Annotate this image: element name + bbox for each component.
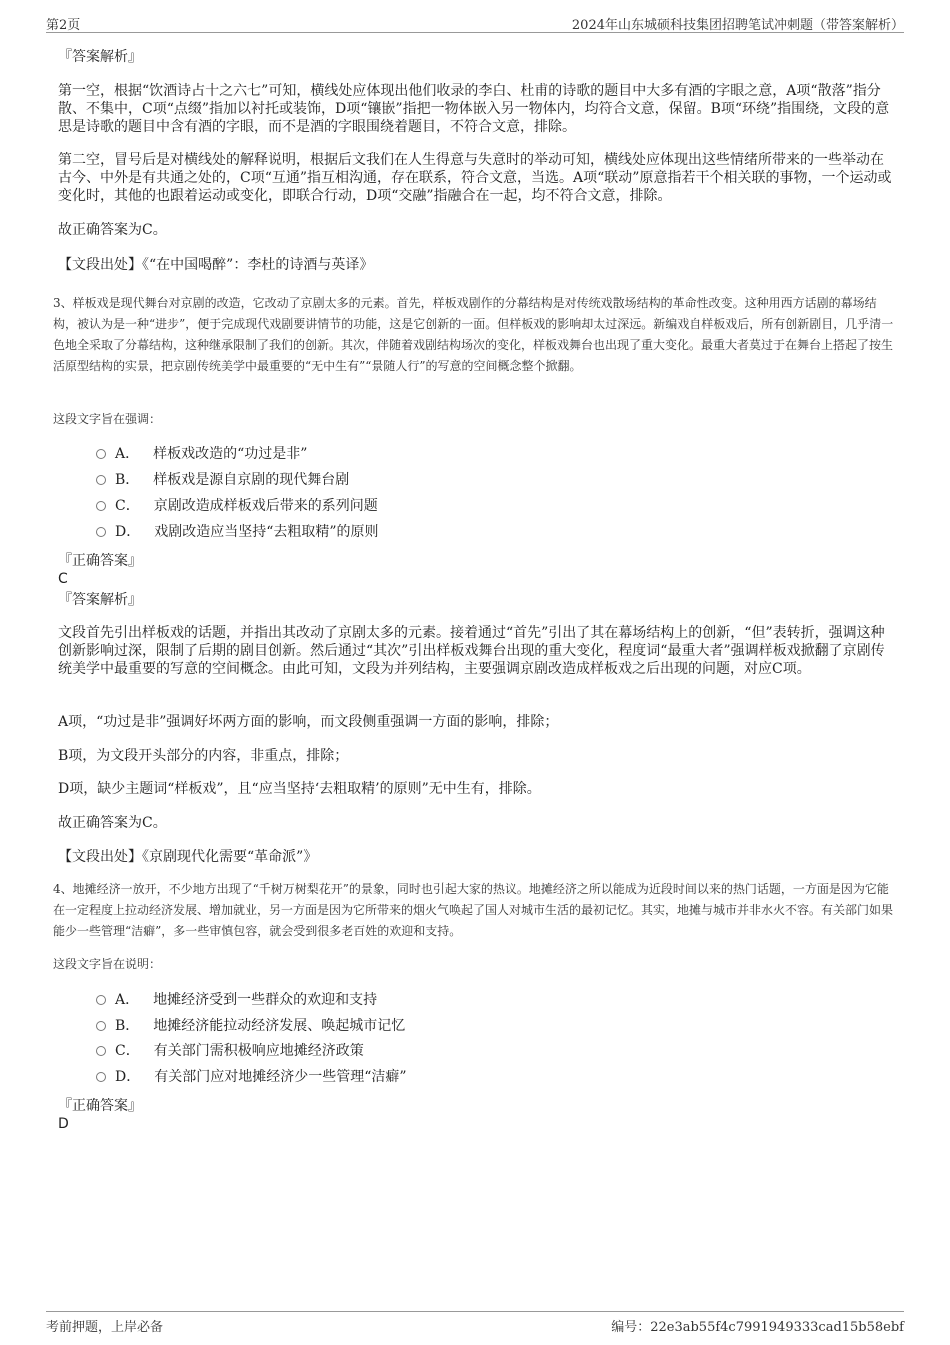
q3-answer-label: 『正确答案』 (58, 553, 142, 569)
q3-option-a[interactable]: A． 样板戏改造的“功过是非” (96, 444, 307, 464)
radio-button-icon[interactable] (96, 449, 106, 459)
page-footer (46, 1311, 904, 1334)
q3-prompt: 这段文字旨在强调： (53, 412, 162, 426)
q2-analysis-label: 『答案解析』 (58, 49, 142, 65)
option-text: 地摊经济受到一些群众的欢迎和支持 (153, 992, 378, 1008)
q3-option-d[interactable]: D． 戏剧改造应当坚持“去粗取精”的原则 (96, 522, 379, 542)
document-serial: 编号：22e3ab55f4c7991949333cad15b58ebf (611, 1320, 904, 1335)
q2-analysis-para2: 第二空，冒号后是对横线处的解释说明，根据后文我们在人生得意与失意时的举动可知，横线处应体现出这些情绪所带来的一些举动在古今、中外是有共通之处的，C项“互通”指互相沟通，存在联系，符合文意，当选。A项“联动”原意指若干个相关联的事物，一个运动或变化时，其他的也跟着运动或变化，即联合行动，D项“交融”指融合在一起，均不符合文意，排除。 (58, 152, 892, 204)
q4-answer-label: 『正确答案』 (58, 1098, 142, 1114)
q3-source: 【文段出处】《京剧现代化需要“革命派”》 (58, 849, 318, 865)
q4-option-a[interactable]: A． 地摊经济受到一些群众的欢迎和支持 (96, 990, 377, 1010)
q3-analysis-para1: 文段首先引出样板戏的话题，并指出其改动了京剧太多的元素。接着通过“首先”引出了其在幕场结构上的创新，“但”表转折，强调这种创新影响过深，限制了后期的剧目创新。然后通过“其次”引出样板戏舞台出现的重大变化，程度词“最重大者”强调样板戏掀翻了京剧传统美学中最重要的写意的空间概念。由此可知，文段为并列结构，主要强调京剧改造成样板戏之后出现的问题，对应C项。 (58, 625, 885, 677)
radio-button-icon[interactable] (96, 995, 106, 1005)
radio-button-icon[interactable] (96, 1021, 106, 1031)
q3-answer: C (58, 571, 68, 587)
q3-analysis-line-a: A项，“功过是非”强调好坏两方面的影响，而文段侧重强调一方面的影响，排除； (58, 714, 559, 730)
q3-stem: 3、样板戏是现代舞台对京剧的改造，它改动了京剧太多的元素。首先，样板戏剧作的分幕结构是对传统戏散场结构的革命性改变。这种用西方话剧的幕场结构，被认为是一种“进步”，便于完成现代戏剧要讲情节的功能，这是它创新的一面。但样板戏的影响却太过深远。新编戏自样板戏后，所有创新剧目，几乎清一色地全采取了分幕结构，这种继承限制了我们的创新。其次，伴随着戏剧结构场次的变化，样板戏舞台也出现了重大变化。最重大者莫过于在舞台上搭起了按生活原型结构的实景，把京剧传统美学中最重要的“无中生有”“景随人行”的写意的空间概念整个掀翻。 (53, 296, 894, 373)
option-text: 地摊经济能拉动经济发展、唤起城市记忆 (153, 1018, 406, 1034)
q3-conclusion: 故正确答案为C。 (58, 815, 167, 831)
option-text: 有关部门应对地摊经济少一些管理“洁癖” (154, 1069, 407, 1085)
q3-option-b[interactable]: B． 样板戏是源自京剧的现代舞台剧 (96, 470, 349, 490)
q4-stem: 4、地摊经济一放开，不少地方出现了“千树万树梨花开”的景象，同时也引起大家的热议。地摊经济之所以能成为近段时间以来的热门话题，一方面是因为它能在一定程度上拉动经济发展、增加就业，另一方面是因为它所带来的烟火气唤起了国人对城市生活的最初记忆。其实，地摊与城市并非水火不容。有关部门如果能少一些管理“洁癖”，多一些审慎包容，就会受到很多老百姓的欢迎和支持。 (53, 882, 894, 938)
q4-option-b[interactable]: B． 地摊经济能拉动经济发展、唤起城市记忆 (96, 1016, 405, 1036)
footer-slogan: 考前押题，上岸必备 (46, 1320, 164, 1335)
option-text: 京剧改造成样板戏后带来的系列问题 (153, 498, 378, 514)
q2-analysis-para1: 第一空，根据“饮酒诗占十之六七”可知，横线处应体现出他们收录的李白、杜甫的诗歌的题目中大多有酒的字眼之意，A项“散落”指分散、不集中，C项“点缀”指加以衬托或装饰，D项“镶嵌”指把一物体嵌入另一物体内，均符合文意，保留。B项“环绕”指围绕，文段的意思是诗歌的题目中含有酒的字眼，而不是酒的字眼围绕着题目，不符合文意，排除。 (58, 83, 890, 135)
q3-option-c[interactable]: C． 京剧改造成样板戏后带来的系列问题 (96, 496, 378, 516)
page-header (46, 10, 904, 33)
q3-analysis-line-d: D项，缺少主题词“样板戏”，且“应当坚持‘去粗取精’的原则”无中生有，排除。 (58, 781, 541, 797)
q2-conclusion: 故正确答案为C。 (58, 222, 167, 238)
page-number: 第2页 (46, 18, 81, 33)
document-title: 2024年山东城硕科技集团招聘笔试冲刺题（带答案解析） (571, 18, 904, 33)
q3-analysis-line-b: B项，为文段开头部分的内容，非重点，排除； (58, 748, 349, 764)
option-text: 样板戏改造的“功过是非” (153, 446, 308, 462)
radio-button-icon[interactable] (96, 1046, 106, 1056)
option-text: 有关部门需积极响应地摊经济政策 (153, 1043, 364, 1059)
option-text: 样板戏是源自京剧的现代舞台剧 (153, 472, 350, 488)
radio-button-icon[interactable] (96, 475, 106, 485)
q2-source: 【文段出处】《“在中国喝醉”：李杜的诗酒与英译》 (58, 257, 374, 273)
q4-option-d[interactable]: D． 有关部门应对地摊经济少一些管理“洁癖” (96, 1067, 407, 1087)
q3-analysis-label: 『答案解析』 (58, 592, 142, 608)
radio-button-icon[interactable] (96, 1072, 106, 1082)
q4-prompt: 这段文字旨在说明： (53, 957, 162, 971)
radio-button-icon[interactable] (96, 527, 106, 537)
q4-answer: D (58, 1116, 69, 1132)
radio-button-icon[interactable] (96, 501, 106, 511)
q4-option-c[interactable]: C． 有关部门需积极响应地摊经济政策 (96, 1041, 364, 1061)
option-text: 戏剧改造应当坚持“去粗取精”的原则 (154, 524, 379, 540)
